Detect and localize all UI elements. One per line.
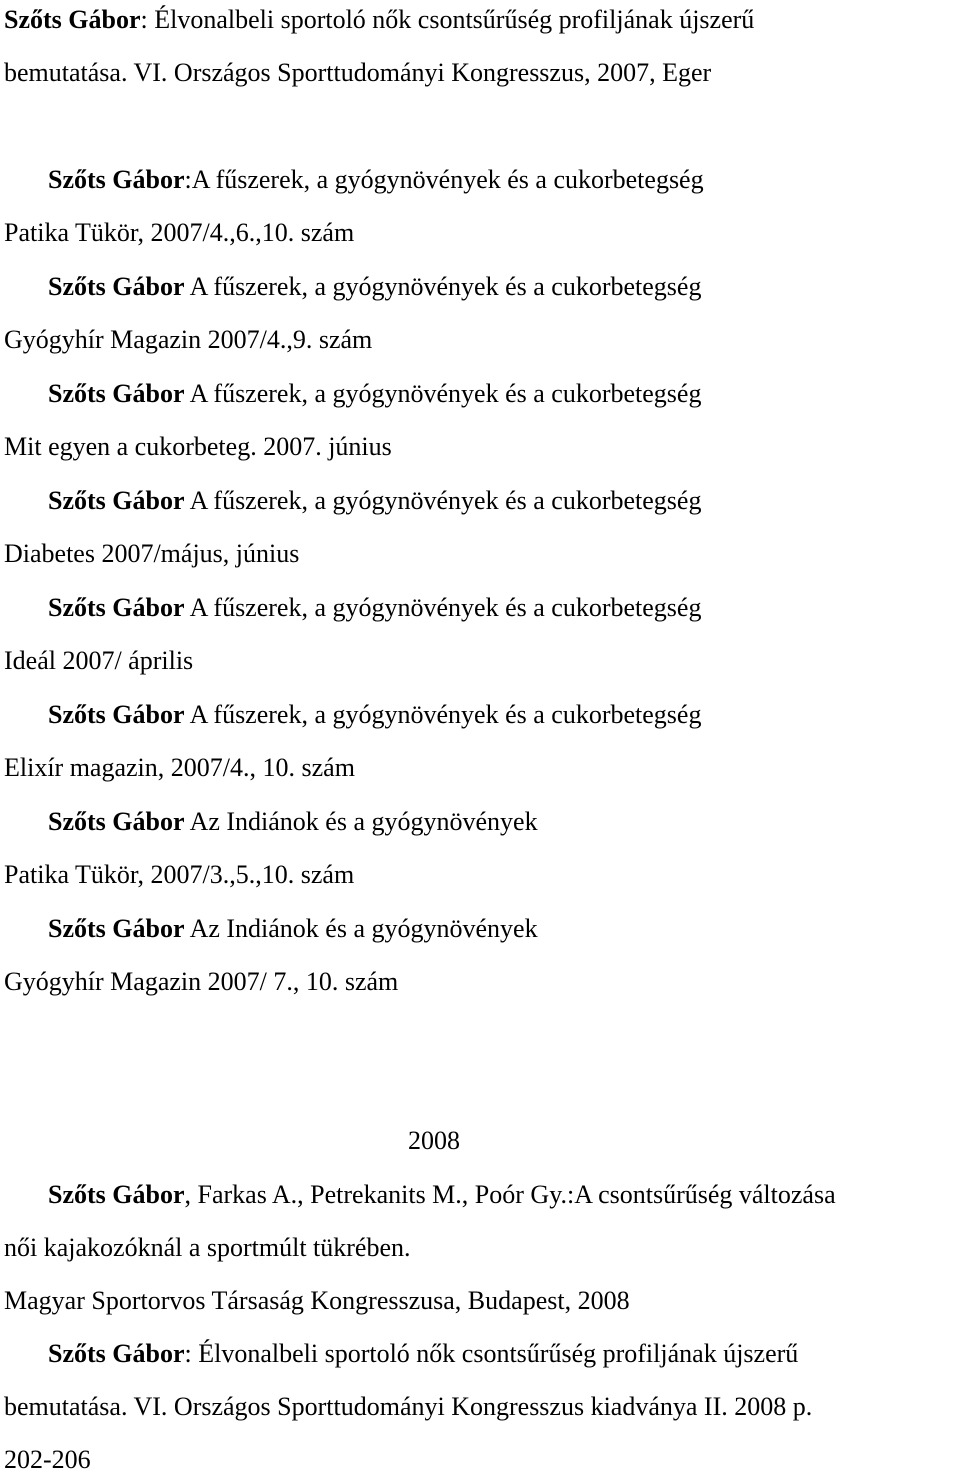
- entry-author: Szőts Gábor: [48, 272, 185, 301]
- entry-title: , Farkas A., Petrekanits M., Poór Gy.:A csontsűrűség változása: [184, 1180, 836, 1209]
- entry-title: Az Indiánok és a gyógynövények: [184, 807, 538, 836]
- entry-2008-1-title-line: [48, 1179, 836, 1211]
- entry-author: Szőts Gábor: [48, 165, 185, 194]
- entry-5-source: Diabetes 2007/május, június: [4, 539, 300, 568]
- entry-7-title-line: [48, 699, 701, 731]
- entry-8-title-line: [48, 806, 538, 838]
- entry-1-source: bemutatása. VI. Országos Sporttudományi Kongresszus, 2007, Eger: [4, 58, 712, 87]
- entry-title: Az Indiánok és a gyógynövények: [184, 914, 538, 943]
- entry-2-source: Patika Tükör, 2007/4.,6.,10. szám: [4, 218, 355, 247]
- entry-title: : Élvonalbeli sportoló nők csontsűrűség profiljának újszerű: [140, 5, 755, 34]
- entry-4-title-line: [48, 378, 701, 410]
- entry-author: Szőts Gábor: [48, 379, 185, 408]
- entry-2008-2-title-line: [48, 1338, 798, 1370]
- entry-title: : Élvonalbeli sportoló nők csontsűrűség profiljának újszerű: [184, 1339, 799, 1368]
- entry-3-title-line: [48, 271, 701, 303]
- entry-7-source: Elixír magazin, 2007/4., 10. szám: [4, 753, 355, 782]
- entry-author: Szőts Gábor: [4, 5, 141, 34]
- entry-author: Szőts Gábor: [48, 914, 185, 943]
- year-heading: 2008: [408, 1126, 460, 1155]
- entry-2008-1-source: Magyar Sportorvos Társaság Kongresszusa, Budapest, 2008: [4, 1286, 630, 1315]
- entry-author: Szőts Gábor: [48, 1180, 185, 1209]
- entry-title: A fűszerek, a gyógynövények és a cukorbetegség: [184, 379, 702, 408]
- entry-4-source: Mit egyen a cukorbeteg. 2007. június: [4, 432, 392, 461]
- entry-3-source: Gyógyhír Magazin 2007/4.,9. szám: [4, 325, 373, 354]
- entry-title: A fűszerek, a gyógynövények és a cukorbetegség: [184, 700, 702, 729]
- entry-title: :A fűszerek, a gyógynövények és a cukorbetegség: [184, 165, 704, 194]
- entry-8-source: Patika Tükör, 2007/3.,5.,10. szám: [4, 860, 355, 889]
- entry-6-source: Ideál 2007/ április: [4, 646, 194, 675]
- entry-title: A fűszerek, a gyógynövények és a cukorbetegség: [184, 486, 702, 515]
- entry-5-title-line: [48, 485, 701, 517]
- entry-author: Szőts Gábor: [48, 593, 185, 622]
- entry-2008-2-source: 202-206: [4, 1445, 91, 1474]
- entry-2008-1-line2: női kajakozóknál a sportmúlt tükrében.: [4, 1233, 411, 1262]
- entry-author: Szőts Gábor: [48, 486, 185, 515]
- entry-author: Szőts Gábor: [48, 700, 185, 729]
- entry-title: A fűszerek, a gyógynövények és a cukorbetegség: [184, 272, 702, 301]
- entry-2-title-line: [48, 164, 704, 196]
- entry-6-title-line: [48, 592, 701, 624]
- entry-title: A fűszerek, a gyógynövények és a cukorbetegség: [184, 593, 702, 622]
- entry-author: Szőts Gábor: [48, 1339, 185, 1368]
- entry-author: Szőts Gábor: [48, 807, 185, 836]
- entry-9-title-line: [48, 913, 538, 945]
- entry-1-title-line: [4, 4, 754, 36]
- entry-9-source: Gyógyhír Magazin 2007/ 7., 10. szám: [4, 967, 399, 996]
- entry-2008-2-line2: bemutatása. VI. Országos Sporttudományi Kongresszus kiadványa II. 2008 p.: [4, 1392, 813, 1421]
